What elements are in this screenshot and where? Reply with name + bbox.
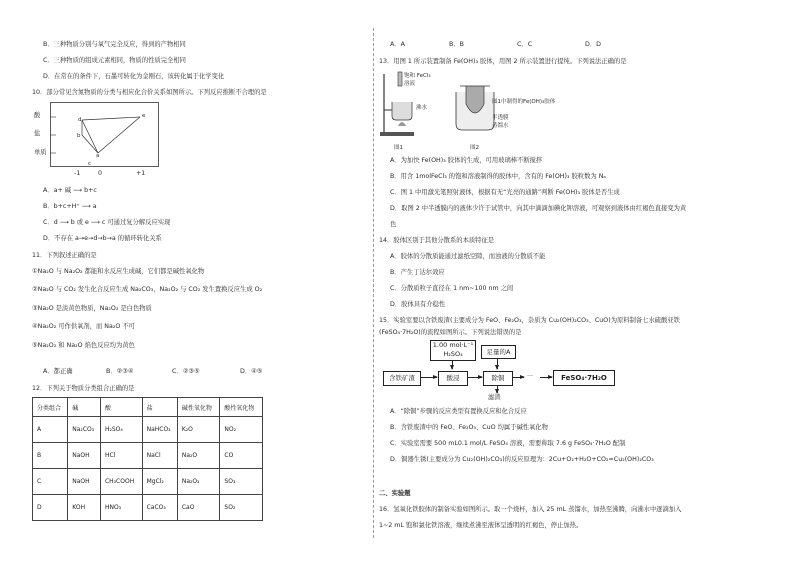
q10-option-a: A．a+ 碱 ⟶ b+c	[43, 187, 97, 194]
table-cell: NaOH	[68, 443, 101, 469]
y-label-element: 单质	[34, 149, 47, 156]
table-cell: Na₂O	[177, 443, 220, 469]
table-header: 分类组合	[33, 398, 68, 417]
x-label-0: 0	[98, 170, 103, 177]
q12-option-a: A．A	[390, 41, 405, 48]
q11-option-d: D．④⑤	[240, 368, 263, 375]
table-header: 盐	[142, 398, 177, 417]
q11-item-2: ②Na₂O 与 CO₂ 发生化合反应生成 Na₂CO₃，Na₂O₂ 与 CO₂ 发生置换反应生成 O₂	[32, 286, 263, 293]
flow-reagent-conc: 1.00 mol·L⁻¹	[432, 341, 474, 349]
flow-step-acid-leach: 酸浸	[438, 371, 468, 386]
table-cell: SO₂	[220, 495, 263, 521]
flow-start-box: 含铁矿渣	[383, 371, 421, 386]
q14-option-a: A．胶体的分散质能通过滤纸空隙，而浊液的分散质不能	[390, 253, 546, 260]
fig1-caption: 图1	[394, 145, 403, 151]
q15-option-d: D．铜器生锈(主要成分为 Cu₂(OH)₂CO₃)的反应原理为：2Cu+O₂+H₂O+CO₂=Cu₂(OH)₂CO₃	[390, 456, 654, 463]
q11-stem: 11．下列叙述正确的是	[32, 252, 97, 259]
table-cell: NaOH	[68, 469, 101, 495]
y-label-salt: 盐	[34, 130, 41, 137]
q9-option-b: B．三种物质分别与氧气完全反应，得到的产物相同	[43, 41, 186, 48]
table-cell: A	[33, 417, 68, 443]
table-header: 酸性氧化物	[220, 398, 263, 417]
table-header: 碱	[68, 398, 101, 417]
fig1-label-water: 沸水	[416, 105, 428, 111]
q15-option-a: A．“除铜”步骤的反应类型有置换反应和化合反应	[390, 408, 527, 415]
table-header-row	[33, 398, 263, 417]
point-d: d	[78, 117, 82, 123]
fig1-label-solution: 溶液	[404, 81, 416, 87]
q13-option-b: B．用含 1molFeCl₃ 的饱和溶液制得的胶体中，含有的 Fe(OH)₃ 胶粒数为 Nₐ	[390, 173, 606, 180]
table-cell: H₂SO₄	[100, 417, 142, 443]
q10-option-d: D．不存在 a→e→d→b→a 的循环转化关系	[43, 235, 162, 242]
flow-dots: ···	[527, 373, 534, 380]
table-cell: CO	[220, 443, 263, 469]
q11-option-a: A．都正确	[43, 368, 73, 375]
q12-option-c: C．C	[517, 41, 533, 48]
q10-option-c: C．d ⟶ b 或 e ⟶ c 可通过复分解反应实现	[43, 219, 171, 226]
flow-arrow-1	[420, 377, 437, 378]
point-b: b	[77, 133, 81, 139]
q15-option-c: C．实验室需要 500 mL0.1 mol/L FeSO₄ 溶液，需要称取 7.6 g FeSO₄·7H₂O 配制	[390, 440, 626, 447]
q12-option-b: B．B	[449, 41, 464, 48]
x-label-pos1: +1	[136, 170, 146, 177]
q15-option-b: B．含铁废渣中的 FeO、Fe₂O₃、CuO 均属于碱性氧化物	[390, 424, 548, 431]
q13-option-c: C．图 1 中用激光笔照射液体，根据有无“光亮的通路”判断 Fe(OH)₃ 胶体是否生成	[390, 189, 620, 196]
section-title-experiment: 二、实验题	[379, 490, 411, 497]
q15-stem-1: 15．实验室要以含铁废渣(主要成分为 FeO、Fe₂O₃，杂质为 Cu₂(OH)₂CO₃、CuO)为原料制备七水硫酸亚铁	[379, 317, 680, 324]
flow-arrow-down-2	[497, 358, 498, 369]
table-cell: CaO	[177, 495, 220, 521]
table-cell: CaCO₃	[142, 495, 177, 521]
table-cell: K₂O	[177, 417, 220, 443]
table-cell: MgCl₂	[142, 469, 177, 495]
flow-arrow-down-1	[452, 360, 453, 369]
table-cell: NaCl	[142, 443, 177, 469]
q14-option-b: B．产生丁达尔效应	[390, 269, 445, 276]
table-cell: NO₂	[220, 417, 263, 443]
q13-stem: 13．用图 1 所示装置制备 Fe(OH)₃ 胶体，用图 2 所示装置进行提纯。下列说法正确的是	[379, 58, 627, 65]
q15-stem-2: (FeSO₄·7H₂O)的流程如图所示。下列说法错误的是	[379, 329, 522, 336]
table-header: 碱性氧化物	[177, 398, 220, 417]
fig2-caption: 图2	[470, 145, 479, 151]
q13-option-d-cont: 色	[390, 221, 397, 228]
y-label-acid: 酸	[34, 112, 41, 119]
q11-item-1: ①Na₂O 与 Na₂O₂ 都能和水反应生成碱，它们都是碱性氧化物	[32, 268, 205, 275]
flow-reagent-box	[430, 340, 476, 361]
q11-item-5: ⑤Na₂O₂ 和 Na₂O 焰色反应均为黄色	[32, 342, 135, 349]
fig1-label-fecl3: 饱和 FeCl₃	[404, 73, 431, 79]
fig2-label-membrane: 半透膜	[492, 115, 509, 121]
table-row	[33, 469, 263, 495]
q14-stem: 14．胶体区别于其他分散系的本质特征是	[379, 237, 495, 244]
flow-reagent-acid: H₂SO₄	[443, 350, 463, 358]
table-cell: Na₂CO₃	[68, 417, 101, 443]
point-e: e	[142, 113, 146, 119]
q16-line-2: 1~2 mL 饱和氯化铁溶液，继续煮沸至液体呈透明的红褐色，停止加热。	[379, 522, 583, 529]
table-cell: CH₃COOH	[100, 469, 142, 495]
q10-valence-diagram	[34, 102, 164, 180]
table-cell: Na₂O₂	[177, 469, 220, 495]
q12-classification-table	[32, 397, 263, 521]
table-header: 酸	[100, 398, 142, 417]
x-label-neg1: -1	[74, 170, 81, 177]
q14-option-d: D．胶体具有介稳性	[390, 301, 446, 308]
fig2-label-distilled-water: 蒸馏水	[492, 123, 509, 129]
table-cell: NaHCO₃	[142, 417, 177, 443]
point-a: a	[96, 153, 100, 159]
table-cell: HNO₃	[100, 495, 142, 521]
flow-arrow-2	[467, 377, 482, 378]
table-row	[33, 417, 263, 443]
q14-option-c: C．分散质粒子直径在 1 nm~100 nm 之间	[390, 285, 514, 292]
flow-arrow-4	[540, 377, 552, 378]
flow-product-box: FeSO₄·7H₂O	[553, 370, 615, 386]
table-row	[33, 443, 263, 469]
q12-stem: 12．下列关于物质分类组合正确的是	[32, 385, 135, 392]
flow-step-remove-copper: 除铜	[483, 371, 513, 386]
fig2-label-colloid: 图1中制得的Fe(OH)₃胶体	[492, 99, 556, 105]
q16-line-1: 16．氢氧化铁胶体的制备实验如图所示。取一个烧杯，加入 25 mL 蒸馏水，加热至沸腾，向沸水中逐滴加入	[379, 506, 682, 513]
q9-option-c: C．三种物质的组成元素相同，物质的性质完全相同	[43, 57, 186, 64]
table-cell: HCl	[100, 443, 142, 469]
flow-arrow-3	[512, 377, 524, 378]
q11-option-b: B．②③④	[106, 368, 134, 375]
flow-excess-box: 足量的A	[481, 345, 516, 359]
table-cell: KOH	[68, 495, 101, 521]
column-divider	[373, 28, 374, 538]
point-c: c	[88, 161, 92, 167]
q13-option-d: D．取图 2 中半透膜内的液体少许于试管中，向其中滴滴加碘化钾溶液，可观察到液体由红褐色直接变为黄	[390, 205, 687, 212]
q11-item-4: ④Na₂O₂ 可作供氧剂，而 Na₂O 不可	[32, 323, 135, 330]
table-row	[33, 495, 263, 521]
q10-stem: 10．部分常见含氮物质的分类与相应化合价关系如图所示。下列反应推断不合理的是	[32, 89, 267, 96]
q11-option-c: C．②③⑤	[172, 368, 200, 375]
q12-option-d: D．D	[585, 41, 601, 48]
q13-figures	[378, 68, 556, 152]
table-cell: B	[33, 443, 68, 469]
q10-option-b: B．b+c+H⁺ ⟶ a	[43, 203, 97, 210]
table-cell: C	[33, 469, 68, 495]
q11-item-3: ③Na₂O 是淡黄色物质，Na₂O₂ 是白色物质	[32, 305, 152, 312]
flow-residue: 滤渣	[488, 394, 501, 401]
table-cell: D	[33, 495, 68, 521]
table-cell: SO₃	[220, 469, 263, 495]
q9-option-d: D．在常在的条件下，石墨可转化为金刚石，该转化属于化学变化	[43, 73, 225, 80]
flow-arrow-down-3	[497, 385, 498, 393]
q13-option-a: A．为加快 Fe(OH)₃ 胶体的生成，可用玻璃棒不断搅拌	[390, 157, 543, 164]
